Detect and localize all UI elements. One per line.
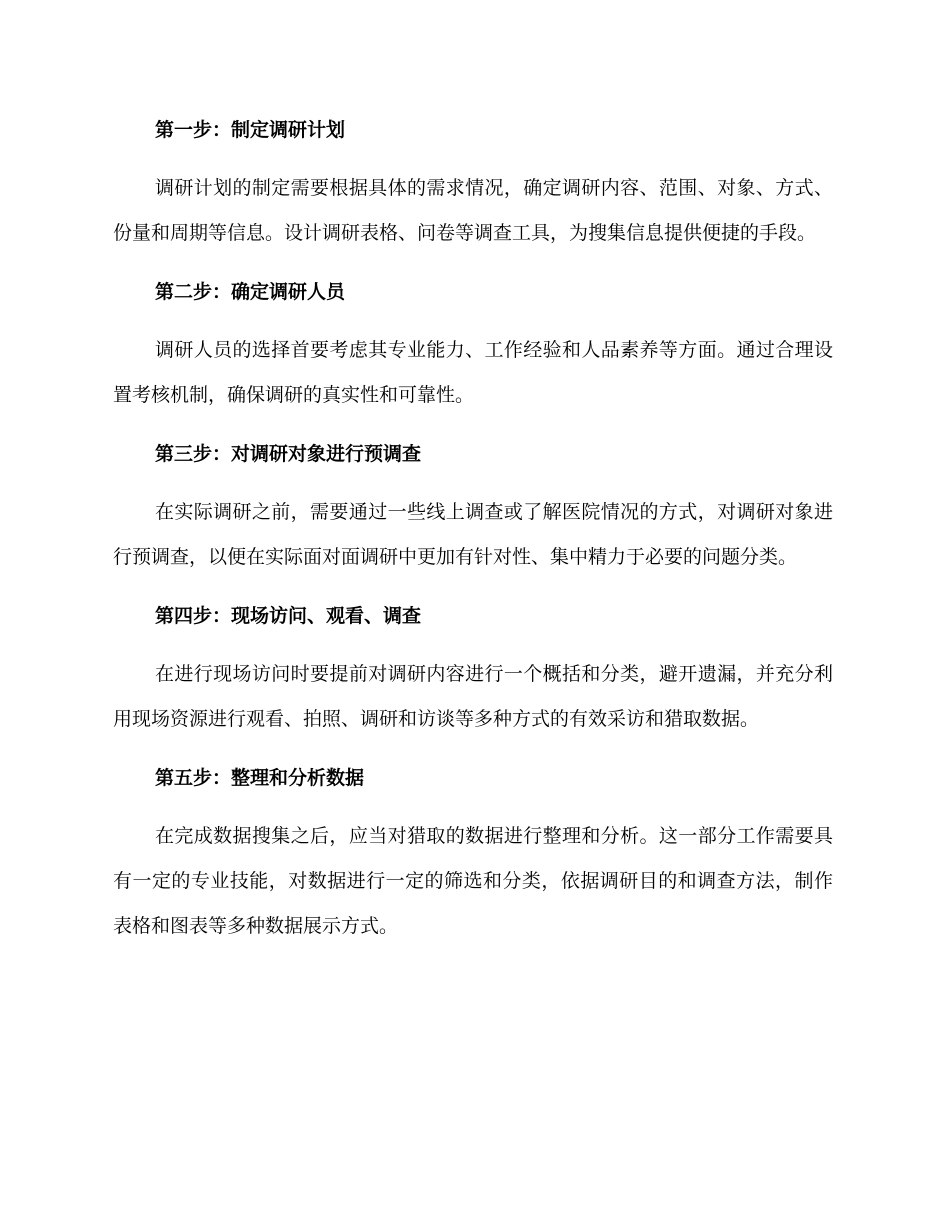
section-body: 在实际调研之前，需要通过一些线上调查或了解医院情况的方式，对调研对象进行预调查，以便在实际面对面调研中更加有针对性、集中精力于必要的问题分类。 xyxy=(113,501,833,568)
section-body: 调研计划的制定需要根据具体的需求情况，确定调研内容、范围、对象、方式、份量和周期等信息。设计调研表格、问卷等调查工具，为搜集信息提供便捷的手段。 xyxy=(113,177,833,244)
section-heading: 第一步：制定调研计划 xyxy=(155,119,346,141)
document-page xyxy=(113,108,833,949)
section-body: 调研人员的选择首要考虑其专业能力、工作经验和人品素养等方面。通过合理设置考核机制，确保调研的真实性和可靠性。 xyxy=(113,339,833,406)
section-heading: 第四步：现场访问、观看、调查 xyxy=(155,605,422,627)
section-heading: 第二步：确定调研人员 xyxy=(155,281,346,303)
section-heading: 第五步：整理和分析数据 xyxy=(155,767,365,789)
section-body: 在进行现场访问时要提前对调研内容进行一个概括和分类，避开遗漏，并充分利用现场资源进行观看、拍照、调研和访谈等多种方式的有效采访和猎取数据。 xyxy=(113,663,833,730)
section-body: 在完成数据搜集之后，应当对猎取的数据进行整理和分析。这一部分工作需要具有一定的专业技能，对数据进行一定的筛选和分类，依据调研目的和调查方法，制作表格和图表等多种数据展示方式。 xyxy=(113,825,833,937)
section-heading: 第三步：对调研对象进行预调查 xyxy=(155,443,422,465)
